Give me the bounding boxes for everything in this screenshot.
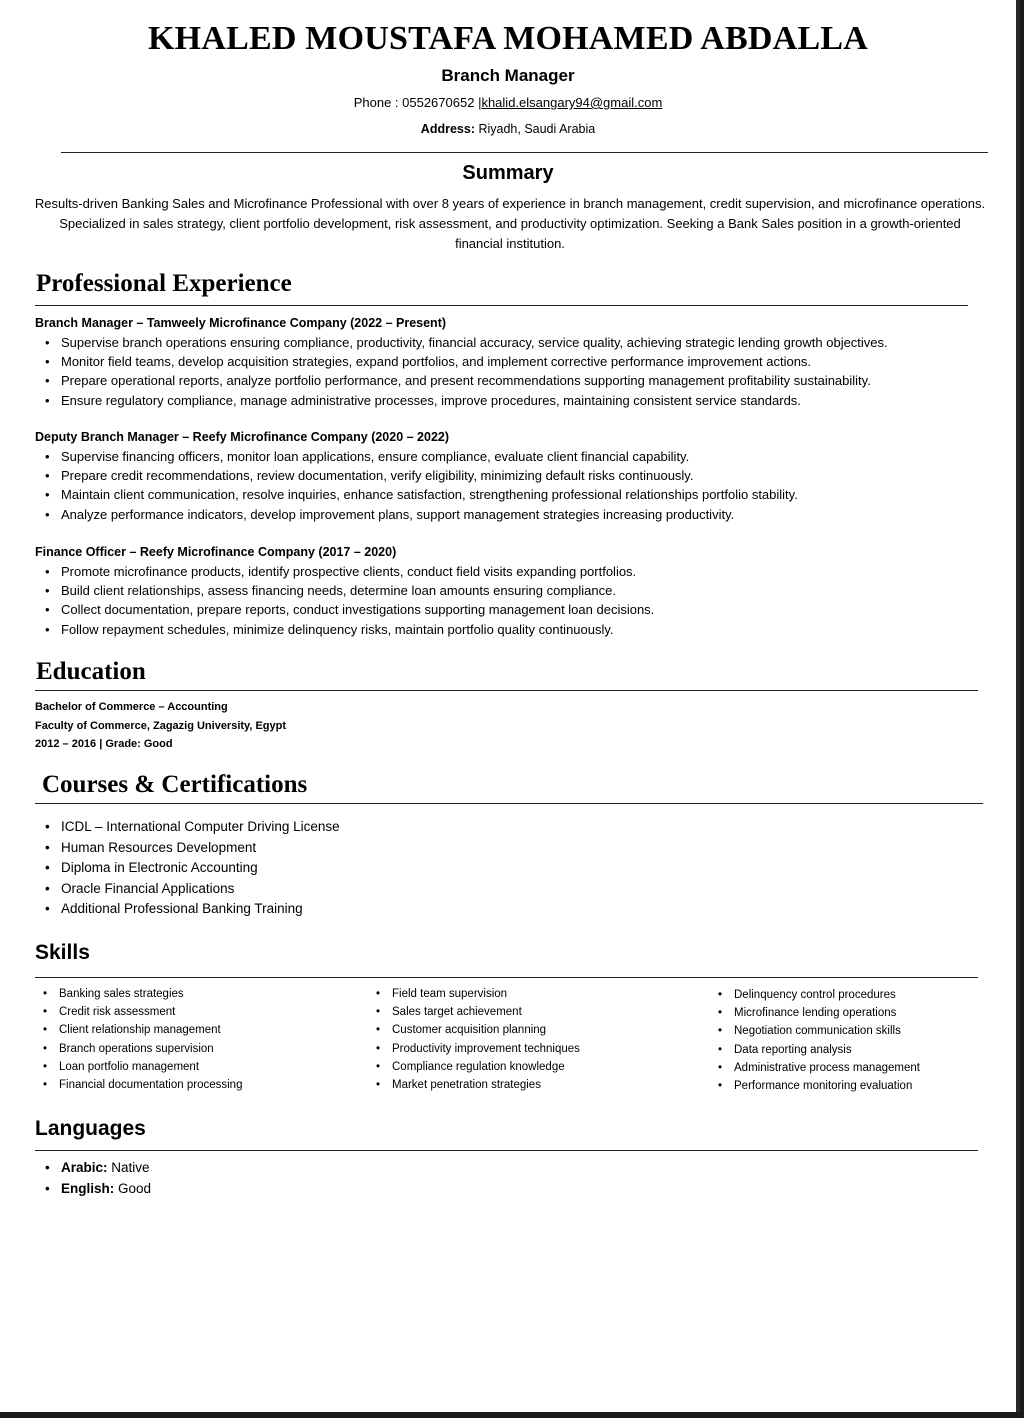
list-item: • Human Resources Development (35, 838, 340, 859)
email-link[interactable]: khalid.elsangary94@gmail.com (481, 95, 663, 110)
list-item: • Supervise financing officers, monitor loan applications, ensure compliance, evaluate client financial capability. (35, 447, 798, 466)
list-item: • Negotiation communication skills (708, 1022, 920, 1040)
list-item: • Branch operations supervision (33, 1040, 242, 1058)
list-item: • Data reporting analysis (708, 1041, 920, 1059)
degree: Bachelor of Commerce – Accounting (35, 701, 228, 713)
language-name: English: (61, 1180, 115, 1196)
list-item: • Productivity improvement techniques (366, 1040, 580, 1058)
list-item: • Maintain client communication, resolve inquiries, enhance satisfaction, strengthening professional relationships portfolio stability. (35, 485, 798, 504)
institution: Faculty of Commerce, Zagazig University, Egypt (35, 719, 287, 732)
skills-column-3 (708, 986, 920, 1095)
list-item: • Supervise branch operations ensuring compliance, productivity, financial accuracy, service quality, achieving strategic lending growth objectives. (35, 333, 888, 352)
list-item: • Follow repayment schedules, minimize delinquency risks, maintain portfolio quality continuously. (35, 620, 654, 639)
list-item: • Field team supervision (366, 985, 580, 1003)
address-label: Address: (420, 122, 475, 136)
experience-heading: Professional Experience (36, 270, 292, 297)
job-heading-2: Deputy Branch Manager – Reefy Microfinance Company (2020 – 2022) (35, 430, 450, 444)
language-name: Arabic: (61, 1160, 108, 1175)
education-divider (35, 690, 978, 691)
list-item: • Delinquency control procedures (708, 986, 920, 1004)
list-item: • Compliance regulation knowledge (366, 1058, 580, 1076)
courses-divider (35, 803, 983, 804)
list-item: • Customer acquisition planning (366, 1021, 580, 1039)
courses-list (35, 817, 340, 920)
list-item: • Promote microfinance products, identify prospective clients, conduct field visits expanding portfolios. (35, 562, 654, 581)
languages-heading: Languages (35, 1117, 146, 1140)
contact-separator: | (474, 95, 482, 110)
phone-number: 0552670652 (402, 95, 475, 110)
list-item: • Administrative process management (708, 1059, 920, 1077)
skills-divider (35, 977, 978, 978)
list-item: • Loan portfolio management (33, 1058, 242, 1076)
list-item: • ICDL – International Computer Driving License (35, 817, 340, 838)
list-item: • Prepare operational reports, analyze portfolio performance, and present recommendations supporting management profitability sustainability. (35, 371, 888, 390)
list-item: • Sales target achievement (366, 1003, 580, 1021)
list-item: • Microfinance lending operations (708, 1004, 920, 1022)
summary-heading: Summary (462, 162, 554, 184)
address-line (0, 122, 1016, 136)
education-block (35, 698, 286, 754)
list-item: • Analyze performance indicators, develop improvement plans, support management strategies increasing productivity. (35, 505, 798, 524)
summary-text: Results-driven Banking Sales and Microfinance Professional with over 8 years of experience in branch management, credit supervision, and microfinance operations. Specialized in sales strategy, client portfolio development, risk assessment, and productivity optimization. Seeking a Bank Sales position in a growth-oriented financial institution. (34, 196, 986, 251)
list-item: • Additional Professional Banking Training (35, 899, 340, 920)
courses-heading: Courses & Certifications (42, 771, 308, 798)
job-2-bullets (35, 447, 798, 524)
job-heading-1: Branch Manager – Tamweely Microfinance Company (2022 – Present) (35, 316, 447, 330)
job-title: Branch Manager (441, 66, 575, 85)
list-item: • Diploma in Electronic Accounting (35, 858, 340, 879)
list-item: • Market penetration strategies (366, 1076, 580, 1094)
list-item: • Build client relationships, assess financing needs, determine loan amounts ensuring compliance. (35, 581, 654, 600)
languages-divider (35, 1150, 978, 1151)
dates-grade: 2012 – 2016 | Grade: Good (35, 738, 173, 750)
job-1-bullets (35, 333, 888, 410)
job-3-bullets (35, 562, 654, 639)
header-divider (61, 152, 988, 153)
contact-line (0, 95, 1016, 110)
address-value: Riyadh, Saudi Arabia (474, 122, 596, 136)
list-item: • Collect documentation, prepare reports, conduct investigations supporting management loan decisions. (35, 600, 654, 619)
job-heading-3: Finance Officer – Reefy Microfinance Company (2017 – 2020) (35, 545, 397, 559)
list-item: • Monitor field teams, develop acquisition strategies, expand portfolios, and implement corrective performance improvement actions. (35, 352, 888, 371)
education-heading: Education (36, 658, 146, 685)
skills-column-2 (366, 985, 580, 1094)
skills-heading: Skills (35, 941, 90, 964)
list-item: • Banking sales strategies (33, 985, 242, 1003)
list-item: • Financial documentation processing (33, 1076, 242, 1094)
list-item: • Oracle Financial Applications (35, 879, 340, 900)
list-item: • Credit risk assessment (33, 1003, 242, 1021)
list-item (35, 1179, 151, 1200)
list-item: • Performance monitoring evaluation (708, 1077, 920, 1095)
skills-column-1 (33, 985, 242, 1094)
list-item (35, 1158, 151, 1179)
experience-divider (35, 305, 968, 306)
language-level: Good (114, 1180, 152, 1196)
list-item: • Ensure regulatory compliance, manage administrative processes, improve procedures, maintaining consistent service standards. (35, 391, 888, 410)
candidate-name: KHALED MOUSTAFA MOHAMED ABDALLA (148, 20, 868, 57)
phone-label: Phone : (353, 95, 403, 110)
languages-list (35, 1158, 151, 1199)
list-item: • Client relationship management (33, 1021, 242, 1039)
list-item: • Prepare credit recommendations, review documentation, verify eligibility, minimizing default risks continuously. (35, 466, 798, 485)
language-level: Native (107, 1160, 150, 1175)
